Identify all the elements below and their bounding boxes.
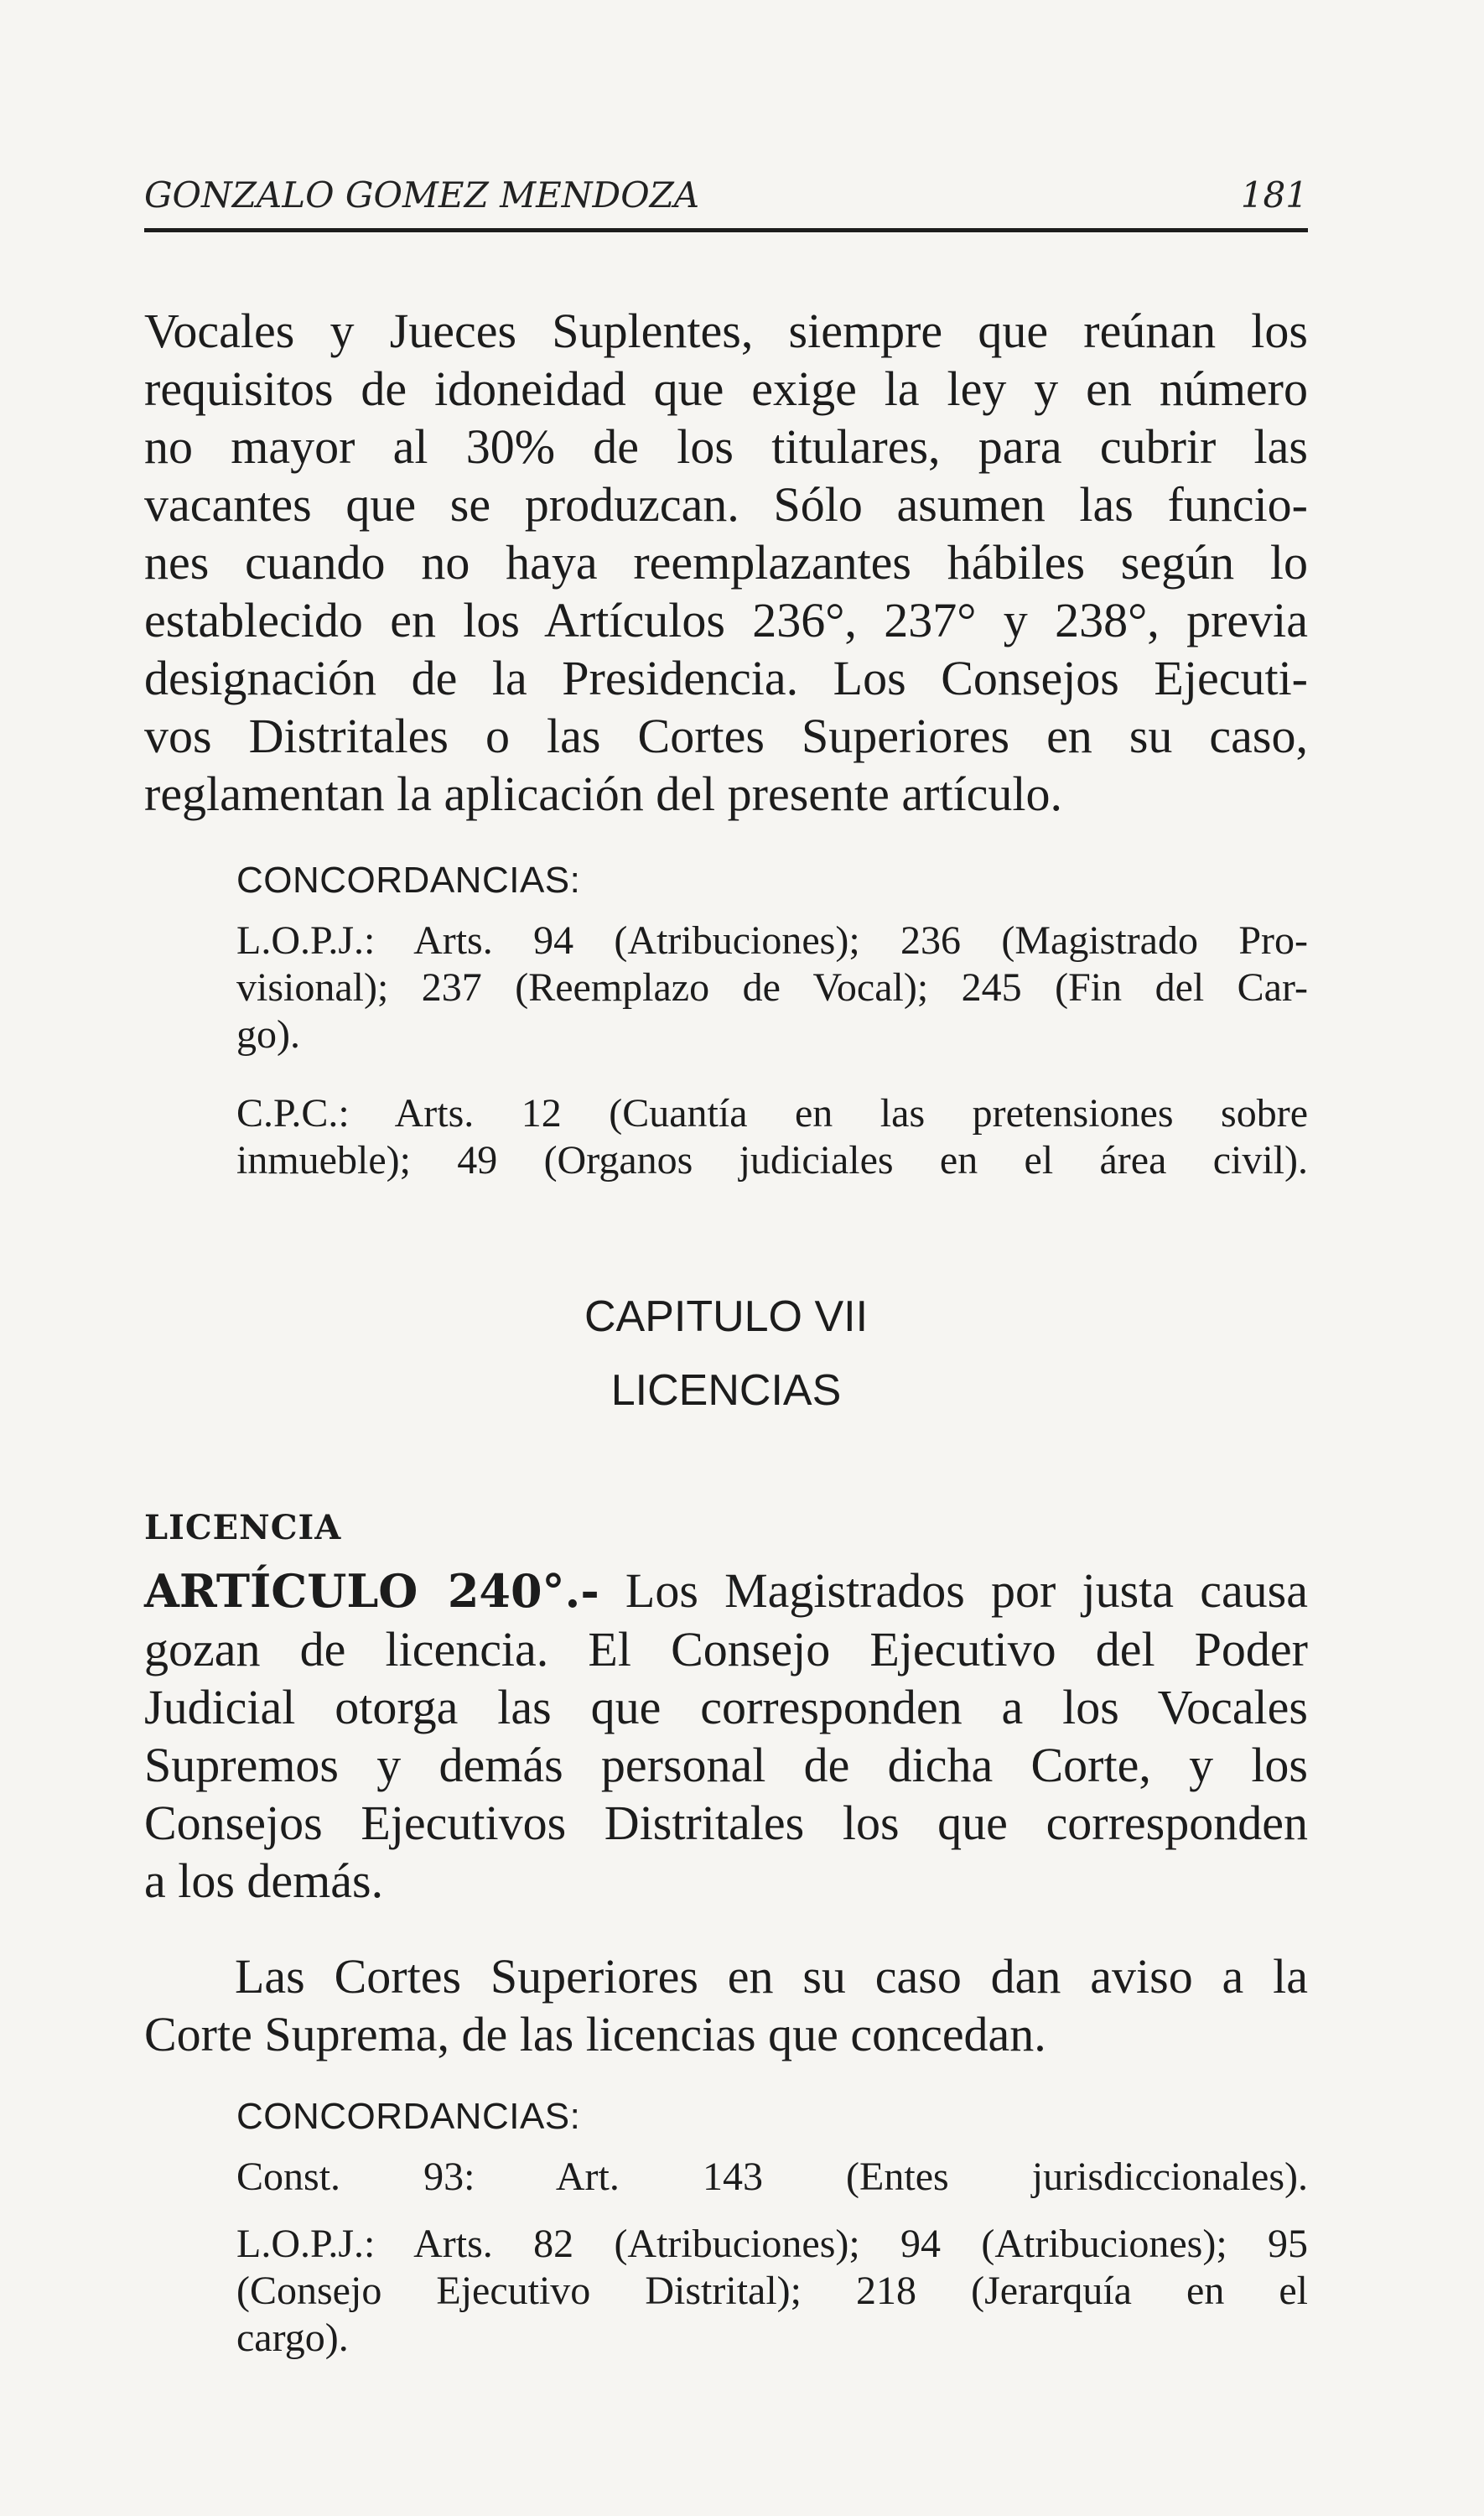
chapter-number: CAPITULO VII <box>584 1292 869 1341</box>
text-line: requisitos de idoneidad que exige la ley y en número <box>144 361 1308 416</box>
text-line: establecido en los Artículos 236°, 237° y 238°, previa <box>144 593 1308 647</box>
text-line: nes cuando no haya reemplazantes hábiles según lo <box>144 535 1308 590</box>
text-line: Supremos y demás personal de dicha Corte, y los <box>144 1738 1308 1792</box>
concordancias-block-2 <box>236 2093 1308 2140</box>
text-line: inmueble); 49 (Organos judiciales en el área civil). <box>236 1138 1308 1183</box>
text-line <box>144 1562 1308 1620</box>
running-head-author: GONZALO GOMEZ MENDOZA <box>144 174 700 216</box>
article-240 <box>144 1562 1308 1910</box>
text-line: (Consejo Ejecutivo Distrital); 218 (Jerarquía en el <box>236 2269 1308 2313</box>
concordancia-lopj-2 <box>236 2221 1308 2362</box>
chapter-title: LICENCIAS <box>610 1366 842 1415</box>
concordancias-block-1 <box>236 857 1308 904</box>
paragraph-suplentes <box>144 302 1308 823</box>
text-line: Vocales y Jueces Suplentes, siempre que reúnan los <box>144 304 1308 358</box>
text-line: no mayor al 30% de los titulares, para cubrir las <box>144 419 1308 474</box>
text-line: Consejos Ejecutivos Distritales los que corresponden <box>144 1796 1308 1850</box>
text-line: designación de la Presidencia. Los Consejos Ejecuti- <box>144 651 1308 705</box>
text-line: cargo). <box>236 2316 349 2360</box>
text-line: vos Distritales o las Cortes Superiores en su caso, <box>144 709 1308 763</box>
page-header <box>144 174 1308 216</box>
section-label: LICENCIA <box>144 1508 342 1547</box>
text-line: Const. 93: Art. 143 (Entes jurisdiccionales). <box>236 2155 1308 2199</box>
text-line: vacantes que se produzcan. Sólo asumen las funcio- <box>144 477 1308 532</box>
text-line: a los demás. <box>144 1853 384 1908</box>
concordancia-lopj-1 <box>236 918 1308 1058</box>
concordancia-const-2 <box>236 2154 1308 2201</box>
text-line: Judicial otorga las que corresponden a los Vocales <box>144 1680 1308 1734</box>
text-line: L.O.P.J.: Arts. 82 (Atribuciones); 94 (Atribuciones); 95 <box>236 2222 1308 2266</box>
text-line: reglamentan la aplicación del presente artículo. <box>144 767 1063 821</box>
concordancias-label: CONCORDANCIAS: <box>236 2096 581 2137</box>
article-first-line: Los Magistrados por justa causa <box>625 1563 1309 1618</box>
concordancia-cpc-1 <box>236 1090 1308 1184</box>
text-line: gozan de licencia. El Consejo Ejecutivo del Poder <box>144 1622 1308 1676</box>
text-line: L.O.P.J.: Arts. 94 (Atribuciones); 236 (Magistrado Pro- <box>236 918 1308 963</box>
text-line: visional); 237 (Reemplazo de Vocal); 245 (Fin del Car- <box>236 965 1308 1010</box>
text-line: Las Cortes Superiores en su caso dan aviso a la <box>235 1949 1308 2004</box>
page-number: 181 <box>1240 174 1308 216</box>
text-line: go). <box>236 1012 300 1057</box>
article-heading: ARTÍCULO 240°.- <box>144 1564 599 1618</box>
article-240-paragraph-2 <box>144 1947 1308 2063</box>
text-line: C.P.C.: Arts. 12 (Cuantía en las pretensiones sobre <box>236 1091 1308 1136</box>
header-rule <box>144 228 1308 232</box>
text-line: Corte Suprema, de las licencias que concedan. <box>144 2007 1046 2061</box>
concordancias-label: CONCORDANCIAS: <box>236 860 581 901</box>
